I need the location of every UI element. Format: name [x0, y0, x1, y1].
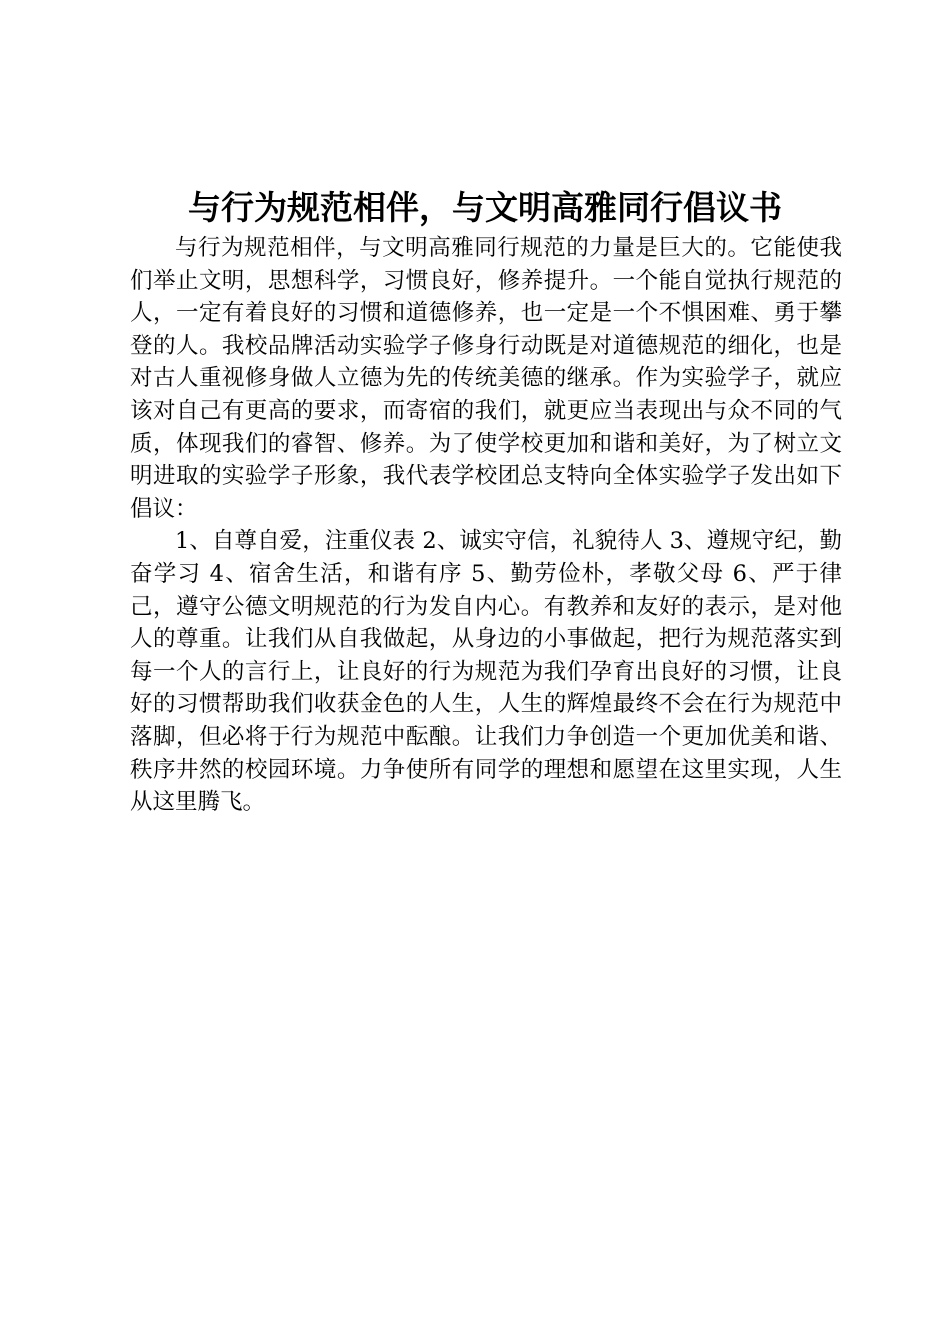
document-body: [130, 232, 842, 819]
paragraph-intro: 与行为规范相伴，与文明高雅同行规范的力量是巨大的。它能使我们举止文明，思想科学，习惯良好，修养提升。一个能自觉执行规范的人，一定有着良好的习惯和道德修养，也一定是一个不惧困难、勇于攀登的人。我校品牌活动实验学子修身行动既是对道德规范的细化，也是对古人重视修身做人立德为先的传统美德的继承。作为实验学子，就应该对自己有更高的要求，而寄宿的我们，就更应当表现出与众不同的气质，体现我们的睿智、修养。为了使学校更加和谐和美好，为了树立文明进取的实验学子形象，我代表学校团总支特向全体实验学子发出如下倡议：: [130, 235, 842, 522]
paragraph-proposals: 1、自尊自爱，注重仪表 2、诚实守信，礼貌待人 3、遵规守纪，勤奋学习 4、宿舍生活，和谐有序 5、勤劳俭朴，孝敬父母 6、严于律己，遵守公德文明规范的行为发自内心。有教养和友好的表示，是对他人的尊重。让我们从自我做起，从身边的小事做起，把行为规范落实到每一个人的言行上，让良好的行为规范为我们孕育出良好的习惯，让良好的习惯帮助我们收获金色的人生，人生的辉煌最终不会在行为规范中落脚，但必将于行为规范中酝酿。让我们力争创造一个更加优美和谐、秩序井然的校园环境。力争使所有同学的理想和愿望在这里实现，人生从这里腾飞。: [130, 528, 842, 816]
document-title: 与行为规范相伴，与文明高雅同行倡议书: [188, 188, 782, 227]
